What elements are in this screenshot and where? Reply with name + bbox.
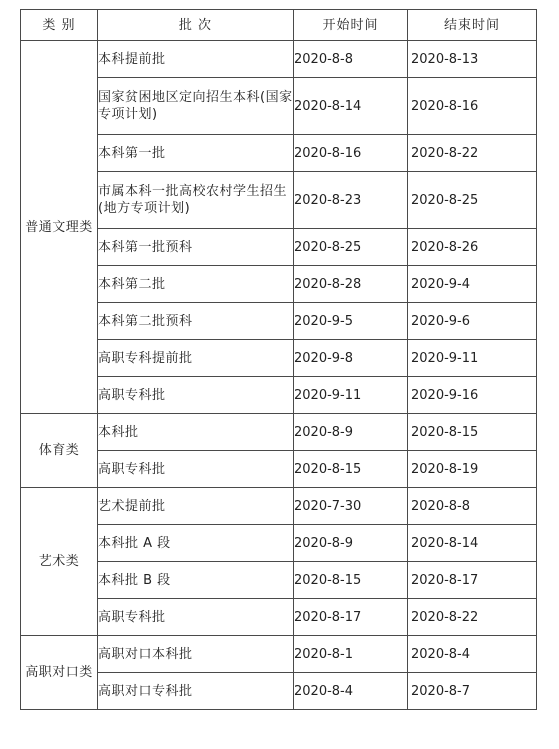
end-date-cell: 2020-8-19	[408, 451, 537, 488]
start-date-cell: 2020-8-23	[294, 172, 408, 229]
end-date-cell: 2020-8-8	[408, 488, 537, 525]
start-date-cell: 2020-9-11	[294, 377, 408, 414]
batch-cell: 本科批 A 段	[98, 525, 294, 562]
start-date-cell: 2020-8-15	[294, 562, 408, 599]
table-row	[21, 172, 537, 229]
table-row	[21, 636, 537, 673]
end-date-cell: 2020-8-4	[408, 636, 537, 673]
batch-cell: 本科第一批预科	[98, 229, 294, 266]
table-row	[21, 673, 537, 710]
end-date-cell: 2020-8-25	[408, 172, 537, 229]
batch-cell: 高职对口本科批	[98, 636, 294, 673]
start-date-cell: 2020-8-8	[294, 41, 408, 78]
table-row	[21, 451, 537, 488]
table-row	[21, 414, 537, 451]
end-date-cell: 2020-8-14	[408, 525, 537, 562]
end-date-cell: 2020-8-22	[408, 599, 537, 636]
start-date-cell: 2020-8-28	[294, 266, 408, 303]
table-row	[21, 41, 537, 78]
end-date-cell: 2020-8-26	[408, 229, 537, 266]
table-row	[21, 303, 537, 340]
end-date-cell: 2020-8-16	[408, 78, 537, 135]
batch-cell: 国家贫困地区定向招生本科(国家专项计划)	[98, 78, 294, 135]
batch-cell: 高职专科批	[98, 599, 294, 636]
table-row	[21, 340, 537, 377]
batch-cell: 高职专科批	[98, 377, 294, 414]
end-date-cell: 2020-8-17	[408, 562, 537, 599]
start-date-cell: 2020-9-8	[294, 340, 408, 377]
end-date-cell: 2020-8-22	[408, 135, 537, 172]
batch-cell: 高职专科批	[98, 451, 294, 488]
end-date-cell: 2020-9-11	[408, 340, 537, 377]
batch-cell: 本科提前批	[98, 41, 294, 78]
header-end-time: 结束时间	[408, 10, 537, 41]
category-cell: 普通文理类	[21, 41, 98, 414]
start-date-cell: 2020-8-9	[294, 414, 408, 451]
end-date-cell: 2020-8-13	[408, 41, 537, 78]
start-date-cell: 2020-7-30	[294, 488, 408, 525]
batch-cell: 本科第二批预科	[98, 303, 294, 340]
table-row	[21, 377, 537, 414]
table-row	[21, 78, 537, 135]
start-date-cell: 2020-8-1	[294, 636, 408, 673]
batch-cell: 本科第一批	[98, 135, 294, 172]
batch-cell: 本科批	[98, 414, 294, 451]
table-row	[21, 562, 537, 599]
table-row	[21, 525, 537, 562]
category-cell: 体育类	[21, 414, 98, 488]
batch-cell: 本科第二批	[98, 266, 294, 303]
start-date-cell: 2020-8-15	[294, 451, 408, 488]
category-cell: 高职对口类	[21, 636, 98, 710]
end-date-cell: 2020-8-7	[408, 673, 537, 710]
table-row	[21, 266, 537, 303]
table-row	[21, 599, 537, 636]
start-date-cell: 2020-8-9	[294, 525, 408, 562]
table-row	[21, 488, 537, 525]
end-date-cell: 2020-9-6	[408, 303, 537, 340]
end-date-cell: 2020-9-16	[408, 377, 537, 414]
start-date-cell: 2020-9-5	[294, 303, 408, 340]
header-start-time: 开始时间	[294, 10, 408, 41]
batch-cell: 艺术提前批	[98, 488, 294, 525]
header-row	[21, 10, 537, 41]
start-date-cell: 2020-8-17	[294, 599, 408, 636]
admission-schedule-table	[20, 9, 537, 710]
header-batch: 批 次	[98, 10, 294, 41]
end-date-cell: 2020-9-4	[408, 266, 537, 303]
category-cell: 艺术类	[21, 488, 98, 636]
start-date-cell: 2020-8-4	[294, 673, 408, 710]
table-row	[21, 229, 537, 266]
table-row	[21, 135, 537, 172]
batch-cell: 高职对口专科批	[98, 673, 294, 710]
batch-cell: 高职专科提前批	[98, 340, 294, 377]
start-date-cell: 2020-8-25	[294, 229, 408, 266]
batch-cell: 市属本科一批高校农村学生招生(地方专项计划)	[98, 172, 294, 229]
batch-cell: 本科批 B 段	[98, 562, 294, 599]
start-date-cell: 2020-8-16	[294, 135, 408, 172]
end-date-cell: 2020-8-15	[408, 414, 537, 451]
header-category: 类 别	[21, 10, 98, 41]
start-date-cell: 2020-8-14	[294, 78, 408, 135]
